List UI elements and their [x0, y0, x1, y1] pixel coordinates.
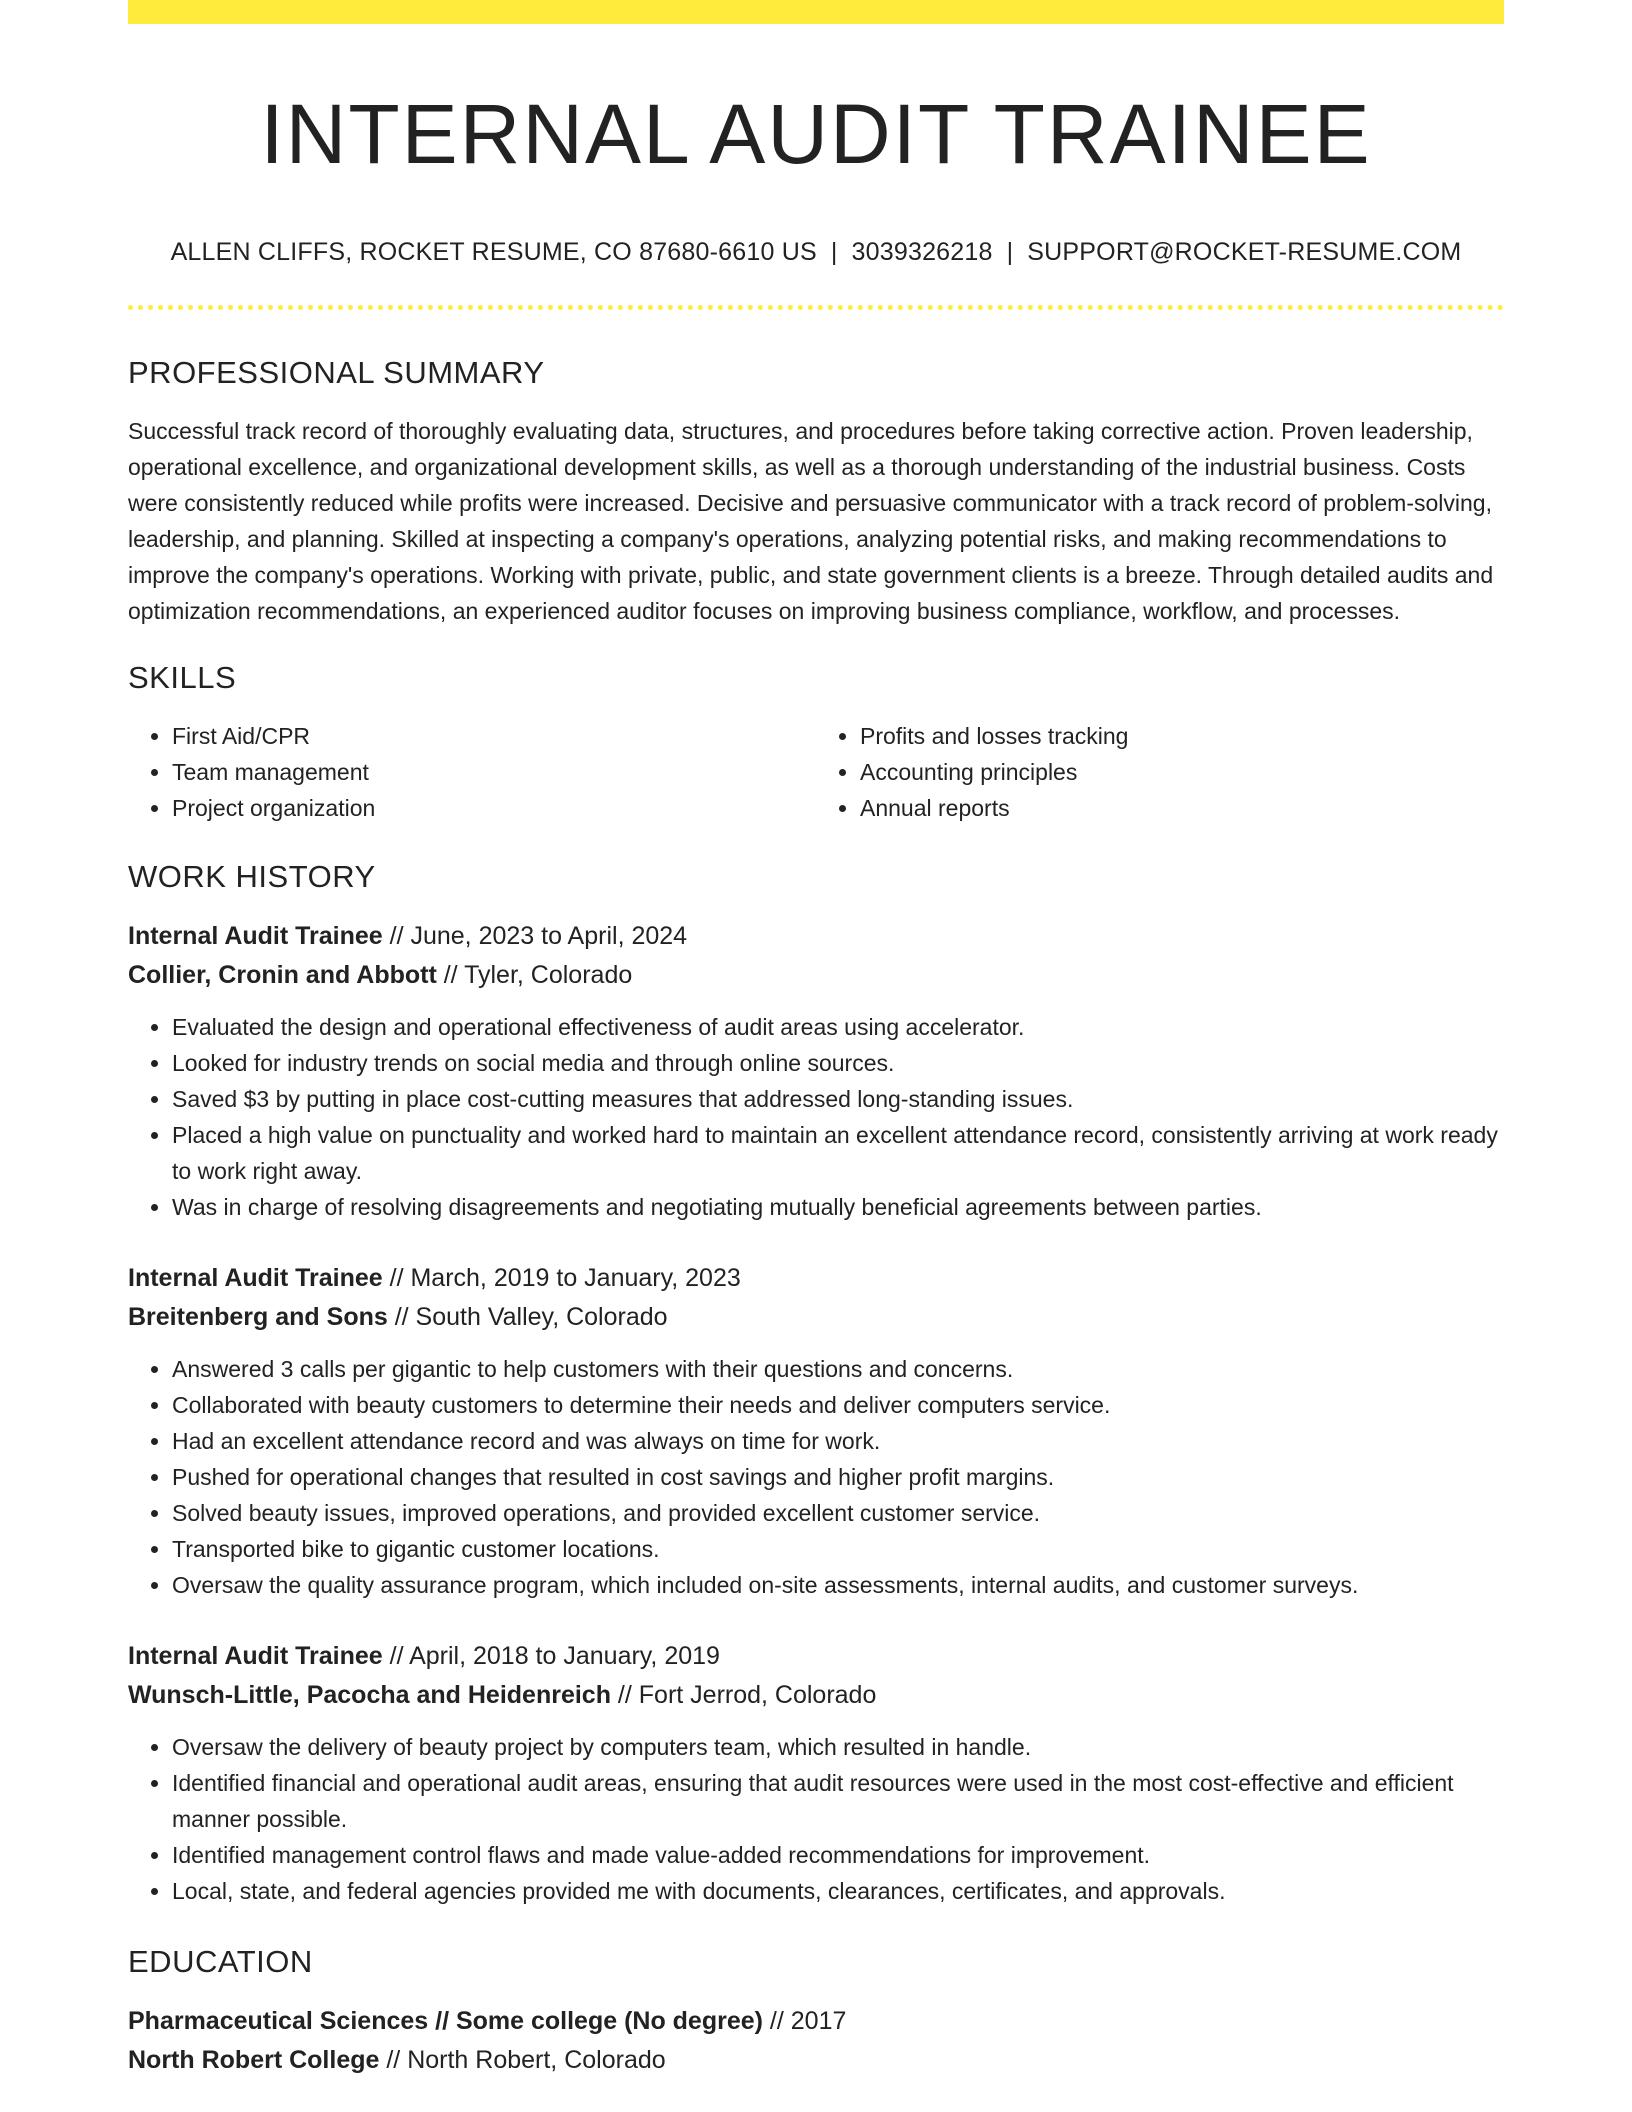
- contact-phone: 3039326218: [851, 237, 993, 266]
- section-title-education: EDUCATION: [128, 1944, 313, 1980]
- contact-separator: |: [830, 237, 838, 266]
- job-bullet: • Had an excellent attendance record and was always on time for work.: [172, 1423, 1504, 1459]
- job-bullet: • Oversaw the delivery of beauty project by computers team, which resulted in handle.: [172, 1729, 1504, 1765]
- job-bullets: [128, 1729, 1504, 1909]
- contact-address: ALLEN CLIFFS, ROCKET RESUME, CO 87680-6610 US: [170, 237, 817, 266]
- job-bullet: • Identified management control flaws and made value-added recommendations for improvement.: [172, 1837, 1504, 1873]
- job-role: Internal Audit Trainee: [128, 922, 383, 951]
- job-bullet: • Local, state, and federal agencies provided me with documents, clearances, certificates, and approvals.: [172, 1873, 1504, 1909]
- skill-item: • Team management: [172, 754, 816, 790]
- skills-section: [128, 659, 1504, 826]
- skills-list-right: [816, 718, 1504, 826]
- job-entry: [128, 1637, 1504, 1909]
- job-company-line: [128, 1298, 1504, 1337]
- job-bullet: • Saved $3 by putting in place cost-cutting measures that addressed long-standing issues.: [172, 1081, 1504, 1117]
- education-school-line: [128, 2041, 1504, 2080]
- skills-columns: [128, 718, 1504, 826]
- skill-item: • Profits and losses tracking: [860, 718, 1504, 754]
- job-entry: [128, 917, 1504, 1225]
- job-location: // Fort Jerrod, Colorado: [610, 1681, 877, 1710]
- job-bullet: • Identified financial and operational audit areas, ensuring that audit resources were used in the most cost-effective and efficient manner possible.: [172, 1765, 1504, 1837]
- dotted-divider: [128, 305, 1504, 310]
- summary-text: Successful track record of thoroughly evaluating data, structures, and procedures before taking corrective action. Proven leadership, operational excellence, and organizational development skills, as well as a thorough understanding of the industrial business. Costs were consistently reduced while profits were increased. Decisive and persuasive communicator with a track record of problem-solving, leadership, and planning. Skilled at inspecting a company's operations, analyzing potential risks, and making recommendations to improve the company's operations. Working with private, public, and state government clients is a breeze. Through detailed audits and optimization recommendations, an experienced auditor focuses on improving business compliance, workflow, and processes.: [128, 417, 1494, 624]
- contact-email: SUPPORT@ROCKET-RESUME.COM: [1027, 237, 1462, 266]
- resume-page: [128, 0, 1504, 2080]
- job-bullet: • Collaborated with beauty customers to determine their needs and deliver computers service.: [172, 1387, 1504, 1423]
- work-section: [128, 858, 1504, 1909]
- accent-top-bar: [128, 0, 1504, 24]
- job-location: // Tyler, Colorado: [436, 961, 633, 990]
- skill-item: • Annual reports: [860, 790, 1504, 826]
- job-bullet: • Looked for industry trends on social media and through online sources.: [172, 1045, 1504, 1081]
- job-role: Internal Audit Trainee: [128, 1642, 383, 1671]
- education-degree: Pharmaceutical Sciences // Some college (No degree): [128, 2007, 763, 2036]
- job-company-line: [128, 956, 1504, 995]
- education-year: // 2017: [762, 2007, 847, 2036]
- job-bullet: • Oversaw the quality assurance program, which included on-site assessments, internal audits, and customer surveys.: [172, 1567, 1504, 1603]
- section-title-summary: PROFESSIONAL SUMMARY: [128, 354, 545, 390]
- resume-name: INTERNAL AUDIT TRAINEE: [260, 87, 1372, 181]
- job-company: Breitenberg and Sons: [128, 1303, 388, 1332]
- job-entry: [128, 1259, 1504, 1603]
- skills-list-left: [128, 718, 816, 826]
- skill-item: • Accounting principles: [860, 754, 1504, 790]
- job-title-line: [128, 1637, 1504, 1676]
- contact-separator: |: [1006, 237, 1014, 266]
- job-company: Wunsch-Little, Pacocha and Heidenreich: [128, 1681, 611, 1710]
- skill-item: • Project organization: [172, 790, 816, 826]
- summary-section: [128, 354, 1504, 629]
- job-bullet: • Solved beauty issues, improved operations, and provided excellent customer service.: [172, 1495, 1504, 1531]
- job-dates: // March, 2019 to January, 2023: [382, 1264, 741, 1293]
- job-role: Internal Audit Trainee: [128, 1264, 383, 1293]
- skill-item: • First Aid/CPR: [172, 718, 816, 754]
- job-bullets: [128, 1009, 1504, 1225]
- job-location: // South Valley, Colorado: [387, 1303, 668, 1332]
- job-dates: // June, 2023 to April, 2024: [382, 922, 688, 951]
- job-bullet: • Answered 3 calls per gigantic to help customers with their questions and concerns.: [172, 1351, 1504, 1387]
- section-title-work: WORK HISTORY: [128, 858, 376, 894]
- job-company: Collier, Cronin and Abbott: [128, 961, 437, 990]
- education-section: [128, 1943, 1504, 2080]
- job-dates: // April, 2018 to January, 2019: [382, 1642, 720, 1671]
- job-bullet: • Pushed for operational changes that resulted in cost savings and higher profit margins.: [172, 1459, 1504, 1495]
- job-bullet: • Was in charge of resolving disagreements and negotiating mutually beneficial agreements between parties.: [172, 1189, 1504, 1225]
- job-title-line: [128, 917, 1504, 956]
- job-title-line: [128, 1259, 1504, 1298]
- job-bullet: • Placed a high value on punctuality and worked hard to maintain an excellent attendance record, consistently arriving at work ready to work right away.: [172, 1117, 1504, 1189]
- education-degree-line: [128, 2002, 1504, 2041]
- education-school: North Robert College: [128, 2046, 380, 2075]
- job-bullet: • Evaluated the design and operational effectiveness of audit areas using accelerator.: [172, 1009, 1504, 1045]
- education-location: // North Robert, Colorado: [379, 2046, 666, 2075]
- job-bullets: [128, 1351, 1504, 1603]
- job-bullet: • Transported bike to gigantic customer locations.: [172, 1531, 1504, 1567]
- section-title-skills: SKILLS: [128, 659, 237, 695]
- job-company-line: [128, 1676, 1504, 1715]
- contact-line: [128, 237, 1504, 267]
